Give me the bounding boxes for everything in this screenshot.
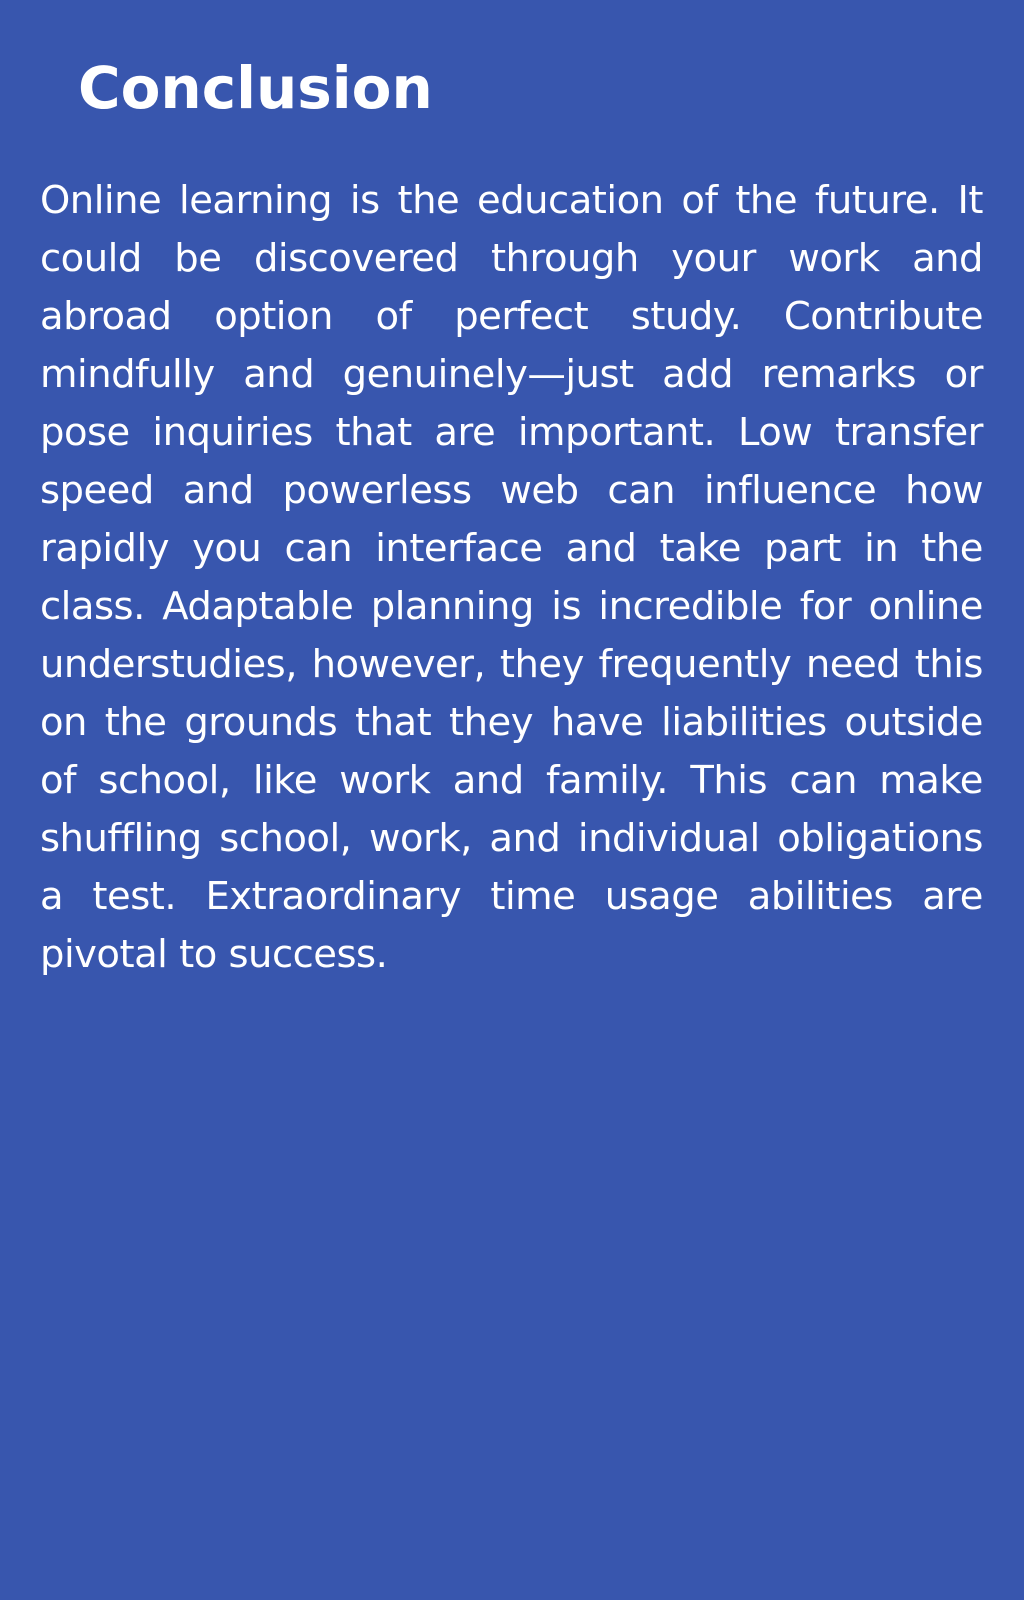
- slide-title: Conclusion: [78, 54, 433, 122]
- slide-body-paragraph: Online learning is the education of the future. It could be discovered through your work and abroad option of perfect study. Contribute mindfully and genuinely—just add remarks or pose inquiries that are important. Low transfer speed and powerless web can influence how rapidly you can interface and take part in the class. Adaptable planning is incredible for online understudies, however, they frequently need this on the grounds that they have liabilities outside of school, like work and family. This can make shuffling school, work, and individual obligations a test. Extraordinary time usage abilities are pivotal to success.: [40, 178, 983, 977]
